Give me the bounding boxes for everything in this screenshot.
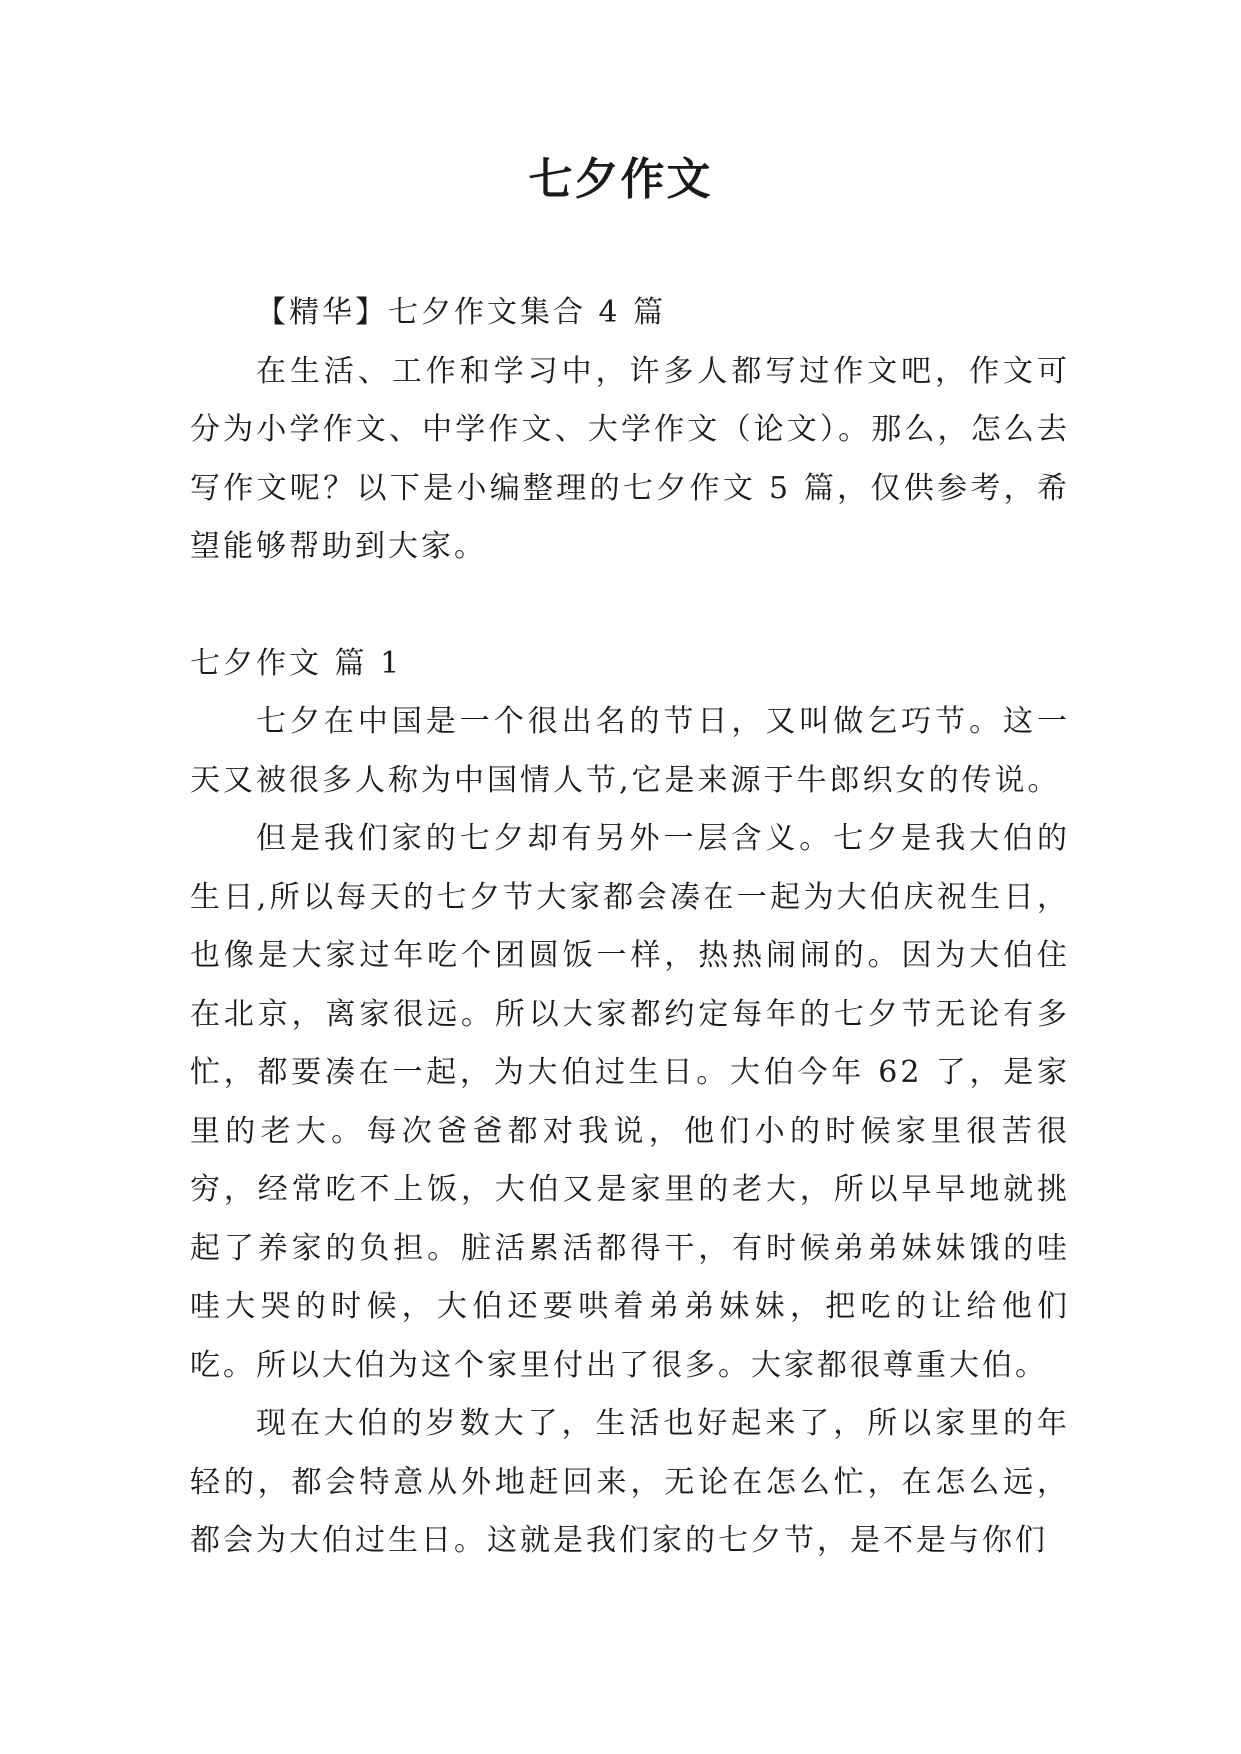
document-title: 七夕作文	[528, 154, 713, 205]
body-paragraph: 现在大伯的岁数大了，生活也好起来了，所以家里的年轻的，都会特意从外地赶回来，无论在怎么忙，在怎么远，都会为大伯过生日。这就是我们家的七夕节，是不是与你们	[190, 1406, 1070, 1558]
document-body	[190, 284, 1070, 1571]
collection-subtitle: 【精华】七夕作文集合 4 篇	[256, 295, 667, 330]
body-paragraph: 但是我们家的七夕却有另外一层含义。七夕是我大伯的生日,所以每天的七夕节大家都会凑在一起为大伯庆祝生日，也像是大家过年吃个团圆饭一样，热热闹闹的。因为大伯住在北京，离家很远。所以大家都约定每年的七夕节无论有多忙，都要凑在一起，为大伯过生日。大伯今年 62 了，是家里的老大。每次爸爸都对我说，他们小的时候家里很苦很穷，经常吃不上饭，大伯又是家里的老大，所以早早地就挑起了养家的负担。脏活累活都得干，有时候弟弟妹妹饿的哇哇大哭的时候，大伯还要哄着弟弟妹妹，把吃的让给他们吃。所以大伯为这个家里付出了很多。大家都很尊重大伯。	[190, 821, 1070, 1383]
section-heading: 七夕作文 篇 1	[190, 645, 403, 681]
body-paragraph: 七夕在中国是一个很出名的节日，又叫做乞巧节。这一天又被很多人称为中国情人节,它是来源于牛郎织女的传说。	[190, 704, 1070, 798]
section-spacer	[190, 577, 1070, 635]
intro-paragraph: 在生活、工作和学习中，许多人都写过作文吧，作文可分为小学作文、中学作文、大学作文（论文）。那么，怎么去写作文呢？以下是小编整理的七夕作文 5 篇，仅供参考，希望能够帮助到大家。	[190, 353, 1070, 564]
